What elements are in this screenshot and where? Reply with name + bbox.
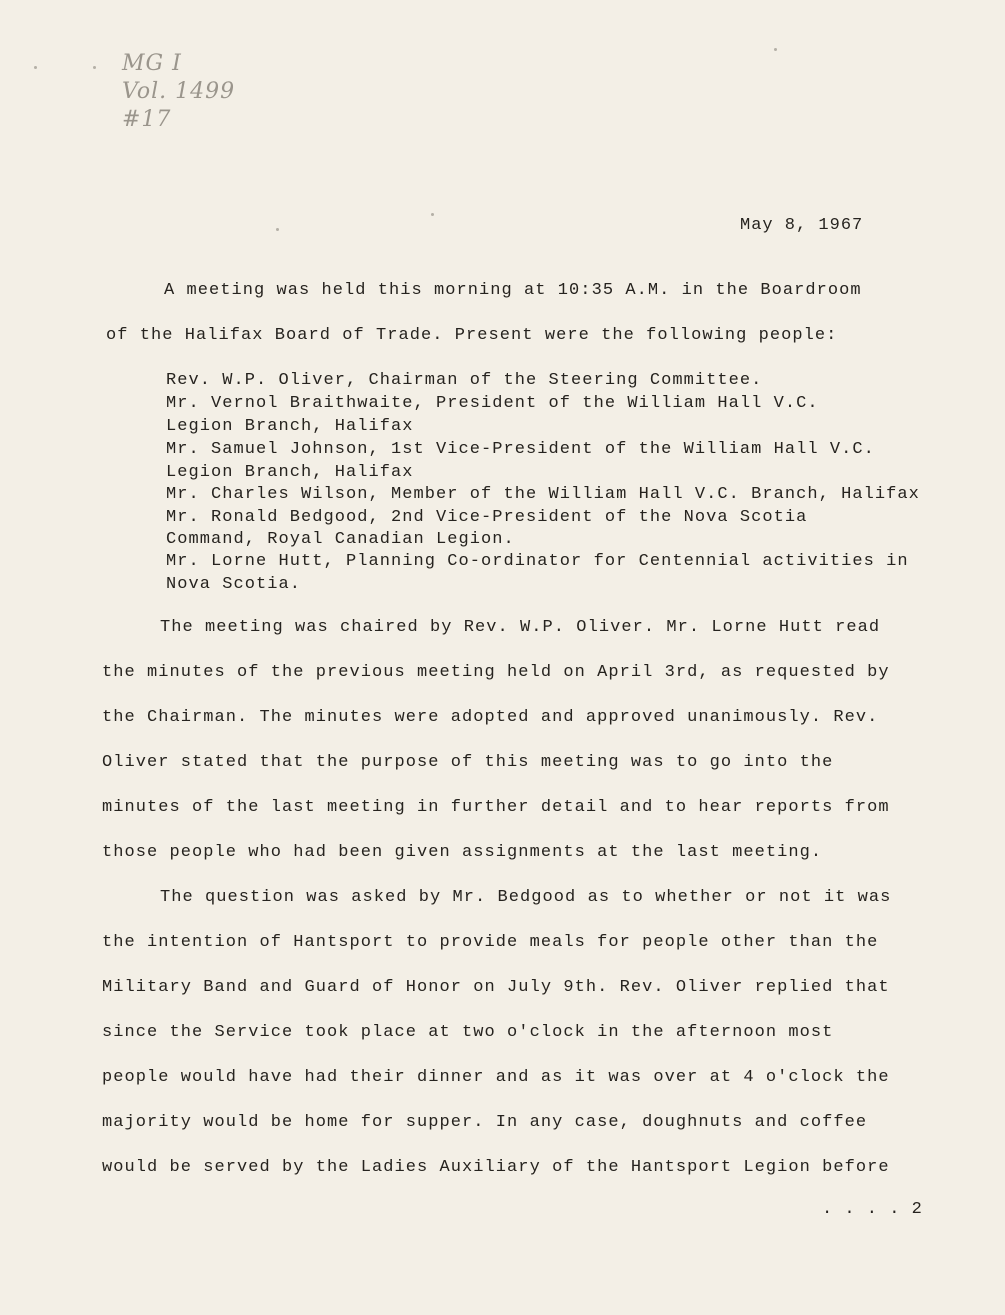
paragraph-line: the Chairman. The minutes were adopted and approved unanimously. Rev. [102, 708, 879, 727]
archive-note-line: #17 [122, 107, 172, 132]
paragraph-line: would be served by the Ladies Auxiliary of the Hantsport Legion before [102, 1158, 890, 1177]
paper-speck [774, 48, 777, 51]
paper-speck [93, 66, 96, 69]
paragraph-line: Military Band and Guard of Honor on July 9th. Rev. Oliver replied that [102, 978, 890, 997]
archive-note-line: Vol. 1499 [122, 79, 236, 104]
attendee-line: Mr. Ronald Bedgood, 2nd Vice-President of the Nova Scotia [166, 508, 808, 527]
paragraph-line: Oliver stated that the purpose of this meeting was to go into the [102, 753, 834, 772]
paragraph-line: majority would be home for supper. In any case, doughnuts and coffee [102, 1113, 868, 1132]
paragraph-line: the intention of Hantsport to provide meals for people other than the [102, 933, 879, 952]
attendee-line: Legion Branch, Halifax [166, 417, 414, 436]
paper-speck [431, 213, 434, 216]
continuation-page-number: . . . . 2 [822, 1200, 923, 1219]
archive-note-line: MG I [122, 51, 182, 76]
paragraph-line: people would have had their dinner and as it was over at 4 o'clock the [102, 1068, 890, 1087]
archive-reference-note [122, 50, 235, 134]
paragraph-line: minutes of the last meeting in further detail and to hear reports from [102, 798, 890, 817]
attendee-line: Legion Branch, Halifax [166, 463, 414, 482]
paragraph-line: the minutes of the previous meeting held on April 3rd, as requested by [102, 663, 890, 682]
attendee-line: Mr. Lorne Hutt, Planning Co-ordinator for Centennial activities in [166, 552, 909, 571]
attendee-line: Command, Royal Canadian Legion. [166, 530, 515, 549]
attendee-line: Mr. Charles Wilson, Member of the William Hall V.C. Branch, Halifax [166, 485, 920, 504]
attendee-line: Rev. W.P. Oliver, Chairman of the Steering Committee. [166, 371, 763, 390]
paragraph-line: The question was asked by Mr. Bedgood as to whether or not it was [160, 888, 892, 907]
paper-speck [34, 66, 37, 69]
paragraph-line: since the Service took place at two o'clock in the afternoon most [102, 1023, 834, 1042]
document-date: May 8, 1967 [740, 216, 864, 235]
paper-speck [276, 228, 279, 231]
attendee-line: Mr. Vernol Braithwaite, President of the William Hall V.C. [166, 394, 819, 413]
attendee-line: Nova Scotia. [166, 575, 302, 594]
attendee-line: Mr. Samuel Johnson, 1st Vice-President of the William Hall V.C. [166, 440, 875, 459]
paragraph-line: those people who had been given assignments at the last meeting. [102, 843, 823, 862]
paragraph-line: A meeting was held this morning at 10:35 A.M. in the Boardroom [164, 281, 862, 300]
paragraph-line: of the Halifax Board of Trade. Present were the following people: [106, 326, 838, 345]
paragraph-line: The meeting was chaired by Rev. W.P. Oliver. Mr. Lorne Hutt read [160, 618, 881, 637]
